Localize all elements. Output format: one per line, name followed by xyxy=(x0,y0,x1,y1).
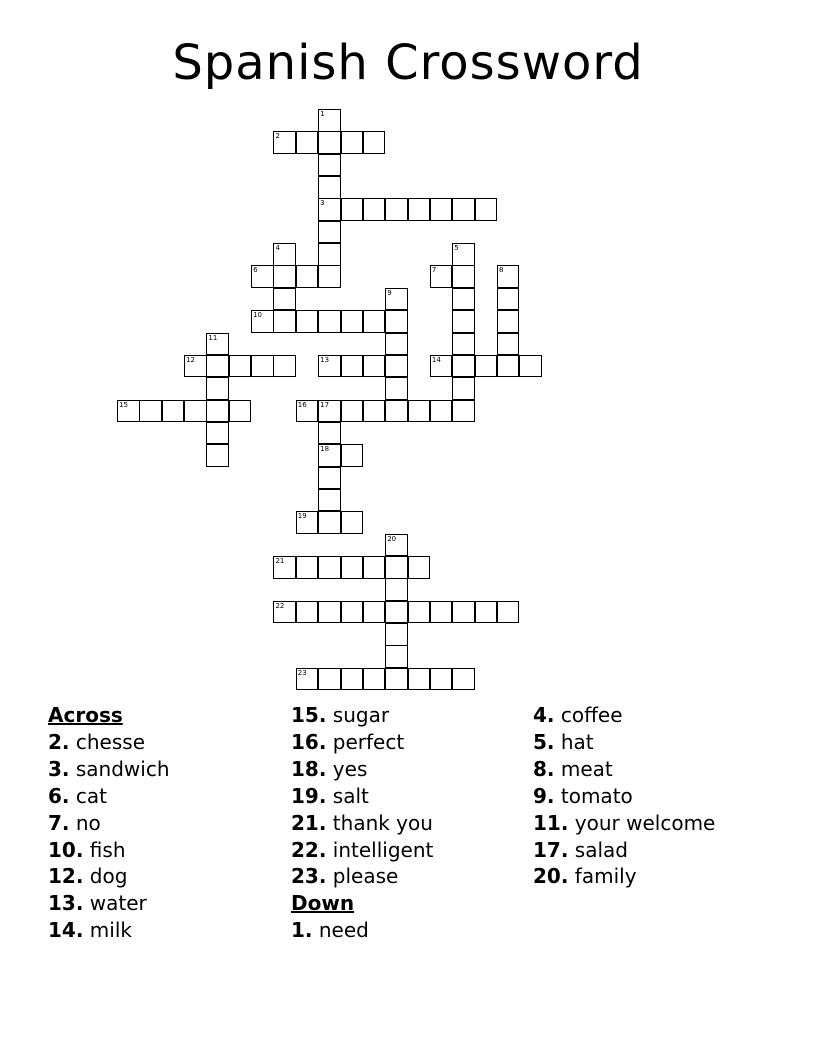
grid-cell[interactable] xyxy=(519,355,542,378)
grid-cell[interactable] xyxy=(318,265,341,288)
grid-cell[interactable] xyxy=(475,198,498,221)
grid-cell[interactable] xyxy=(273,556,296,579)
grid-cell[interactable] xyxy=(318,489,341,512)
cell-number: 5 xyxy=(454,244,459,253)
across-heading: Across xyxy=(48,703,123,727)
grid-cell[interactable] xyxy=(341,556,364,579)
grid-cell[interactable] xyxy=(184,400,207,423)
grid-cell[interactable] xyxy=(296,400,319,423)
cell-number: 16 xyxy=(297,400,307,409)
grid-cell[interactable] xyxy=(452,198,475,221)
grid-cell[interactable] xyxy=(318,556,341,579)
clue-down-1: 1. need xyxy=(291,918,369,943)
grid-cell[interactable] xyxy=(341,355,364,378)
grid-cell[interactable] xyxy=(452,601,475,624)
grid-cell[interactable] xyxy=(408,400,431,423)
grid-cell[interactable] xyxy=(385,623,408,646)
grid-cell[interactable] xyxy=(430,668,453,691)
cell-number: 4 xyxy=(275,244,280,253)
grid-cell[interactable] xyxy=(475,355,498,378)
grid-cell[interactable] xyxy=(408,601,431,624)
grid-cell[interactable] xyxy=(251,310,274,333)
cell-number: 21 xyxy=(275,557,285,565)
down-heading: Down xyxy=(291,891,355,916)
cell-number: 6 xyxy=(253,266,258,275)
cell-number: 11 xyxy=(208,333,218,342)
grid-cell[interactable] xyxy=(475,601,498,624)
grid-cell[interactable] xyxy=(430,601,453,624)
grid-cell[interactable] xyxy=(385,400,408,423)
cell-number: 2 xyxy=(275,132,280,141)
grid-cell[interactable] xyxy=(452,377,475,400)
clue-across-12: 12. dog xyxy=(48,864,128,889)
grid-cell[interactable] xyxy=(318,154,341,177)
clue-across-21: 21. thank you xyxy=(291,810,433,835)
cell-number: 7 xyxy=(431,266,437,275)
cell-number: 12 xyxy=(186,355,195,364)
grid-cell[interactable] xyxy=(139,400,162,423)
clue-across-23: 23. please xyxy=(291,864,399,889)
grid-cell[interactable] xyxy=(341,601,364,624)
grid-cell[interactable] xyxy=(363,400,386,423)
clue-column-2 xyxy=(291,702,433,944)
clue-across-6: 6. cat xyxy=(48,783,107,808)
grid-cell[interactable] xyxy=(497,333,520,356)
cell-number: 1 xyxy=(320,110,325,118)
grid-cell[interactable] xyxy=(318,198,341,221)
grid-cell[interactable] xyxy=(363,601,386,624)
grid-cell[interactable] xyxy=(206,355,229,378)
grid-cell[interactable] xyxy=(318,109,341,132)
grid-cell[interactable] xyxy=(273,265,296,288)
grid-cell[interactable] xyxy=(497,601,520,624)
grid-cell[interactable] xyxy=(385,198,408,221)
grid-cell[interactable] xyxy=(318,467,341,490)
grid-cell[interactable] xyxy=(206,377,229,400)
grid-cell[interactable] xyxy=(296,556,319,579)
clue-across-7: 7. no xyxy=(48,810,101,835)
grid-cell[interactable] xyxy=(430,198,453,221)
grid-cell[interactable] xyxy=(273,131,296,154)
grid-cell[interactable] xyxy=(117,400,140,423)
grid-cell[interactable] xyxy=(385,556,408,579)
grid-cell[interactable] xyxy=(430,355,453,378)
grid-cell[interactable] xyxy=(363,556,386,579)
grid-cell[interactable] xyxy=(408,556,431,579)
cell-number: 22 xyxy=(275,601,285,610)
grid-cell[interactable] xyxy=(430,400,453,423)
grid-cell[interactable] xyxy=(341,668,364,691)
grid-cell[interactable] xyxy=(318,310,341,333)
clue-column-3 xyxy=(533,702,715,890)
grid-cell[interactable] xyxy=(497,355,520,378)
grid-cell[interactable] xyxy=(273,288,296,311)
clue-across-16: 16. perfect xyxy=(291,729,405,754)
grid-cell[interactable] xyxy=(452,668,475,691)
cell-number: 14 xyxy=(431,355,441,364)
grid-cell[interactable] xyxy=(251,265,274,288)
clue-down-9: 9. tomato xyxy=(533,783,633,808)
clue-across-3: 3. sandwich xyxy=(48,756,170,781)
cell-number: 9 xyxy=(387,288,392,297)
grid-cell[interactable] xyxy=(341,131,364,154)
grid-cell[interactable] xyxy=(251,355,274,378)
clue-across-14: 14. milk xyxy=(48,918,132,943)
grid-cell[interactable] xyxy=(408,198,431,221)
clue-down-4: 4. coffee xyxy=(533,703,623,727)
clue-down-20: 20. family xyxy=(533,864,637,889)
grid-cell[interactable] xyxy=(341,400,364,423)
cell-number: 20 xyxy=(387,534,397,543)
clue-across-2: 2. chesse xyxy=(48,729,145,754)
grid-cell[interactable] xyxy=(452,265,475,288)
grid-cell[interactable] xyxy=(385,310,408,333)
grid-cell[interactable] xyxy=(318,422,341,445)
page-title: Spanish Crossword xyxy=(172,35,644,91)
grid-cell[interactable] xyxy=(497,310,520,333)
grid-cell[interactable] xyxy=(318,668,341,691)
cell-number: 10 xyxy=(253,311,263,320)
grid-cell[interactable] xyxy=(273,355,296,378)
grid-cell[interactable] xyxy=(318,176,341,199)
grid-cell[interactable] xyxy=(363,310,386,333)
grid-cell[interactable] xyxy=(206,422,229,445)
grid-cell[interactable] xyxy=(296,601,319,624)
grid-cell[interactable] xyxy=(385,668,408,691)
grid-cell[interactable] xyxy=(385,578,408,601)
grid-cell[interactable] xyxy=(452,243,475,266)
grid-cell[interactable] xyxy=(341,511,364,534)
clue-across-22: 22. intelligent xyxy=(291,837,434,862)
grid-cell[interactable] xyxy=(318,243,341,266)
grid-cell[interactable] xyxy=(452,288,475,311)
grid-cell[interactable] xyxy=(229,400,252,423)
grid-cell[interactable] xyxy=(385,355,408,378)
grid-cell[interactable] xyxy=(363,355,386,378)
grid-cell[interactable] xyxy=(385,534,408,557)
clue-down-8: 8. meat xyxy=(533,756,613,781)
grid-cell[interactable] xyxy=(341,310,364,333)
clue-across-19: 19. salt xyxy=(291,783,369,808)
grid-cell[interactable] xyxy=(273,310,296,333)
cell-number: 18 xyxy=(320,445,330,454)
cell-number: 8 xyxy=(498,266,504,275)
clue-across-18: 18. yes xyxy=(291,756,368,781)
cell-number: 17 xyxy=(320,400,330,409)
cell-number: 13 xyxy=(320,355,330,364)
grid-cell[interactable] xyxy=(408,668,431,691)
grid-cell[interactable] xyxy=(385,333,408,356)
clue-across-15: 15. sugar xyxy=(291,703,390,727)
grid-cell[interactable] xyxy=(273,243,296,266)
grid-cell[interactable] xyxy=(206,400,229,423)
grid-cell[interactable] xyxy=(296,511,319,534)
cell-number: 19 xyxy=(297,512,307,521)
grid-cell[interactable] xyxy=(430,265,453,288)
grid-cell[interactable] xyxy=(452,355,475,378)
clue-across-10: 10. fish xyxy=(48,837,126,862)
grid-cell[interactable] xyxy=(385,377,408,400)
clue-down-11: 11. your welcome xyxy=(533,810,716,835)
grid-cell[interactable] xyxy=(296,131,319,154)
clue-down-17: 17. salad xyxy=(533,837,628,862)
grid-cell[interactable] xyxy=(184,355,207,378)
grid-cell[interactable] xyxy=(162,400,185,423)
grid-cell[interactable] xyxy=(452,333,475,356)
grid-cell[interactable] xyxy=(452,310,475,333)
grid-cell[interactable] xyxy=(296,668,319,691)
grid-cell[interactable] xyxy=(385,288,408,311)
grid-cell[interactable] xyxy=(296,310,319,333)
grid-cell[interactable] xyxy=(318,400,341,423)
clue-down-5: 5. hat xyxy=(533,729,594,754)
grid-cell[interactable] xyxy=(206,444,229,467)
cell-number: 23 xyxy=(297,668,307,677)
grid-cell[interactable] xyxy=(385,645,408,668)
grid-cell[interactable] xyxy=(229,355,252,378)
cell-number: 3 xyxy=(320,199,325,208)
grid-cell[interactable] xyxy=(497,265,520,288)
grid-cell[interactable] xyxy=(363,668,386,691)
grid-cell[interactable] xyxy=(363,131,386,154)
grid-cell[interactable] xyxy=(318,511,341,534)
cell-number: 15 xyxy=(119,400,128,409)
grid-cell[interactable] xyxy=(385,601,408,624)
grid-cell[interactable] xyxy=(273,601,296,624)
grid-cell[interactable] xyxy=(206,333,229,356)
grid-cell[interactable] xyxy=(296,265,319,288)
grid-cell[interactable] xyxy=(341,198,364,221)
grid-cell[interactable] xyxy=(318,601,341,624)
clue-column-1 xyxy=(48,702,170,944)
grid-cell[interactable] xyxy=(318,131,341,154)
grid-cell[interactable] xyxy=(497,288,520,311)
grid-cell[interactable] xyxy=(452,400,475,423)
grid-cell[interactable] xyxy=(318,444,341,467)
grid-cell[interactable] xyxy=(341,444,364,467)
grid-cell[interactable] xyxy=(363,198,386,221)
grid-cell[interactable] xyxy=(318,355,341,378)
clue-across-13: 13. water xyxy=(48,891,147,916)
grid-cell[interactable] xyxy=(318,221,341,244)
